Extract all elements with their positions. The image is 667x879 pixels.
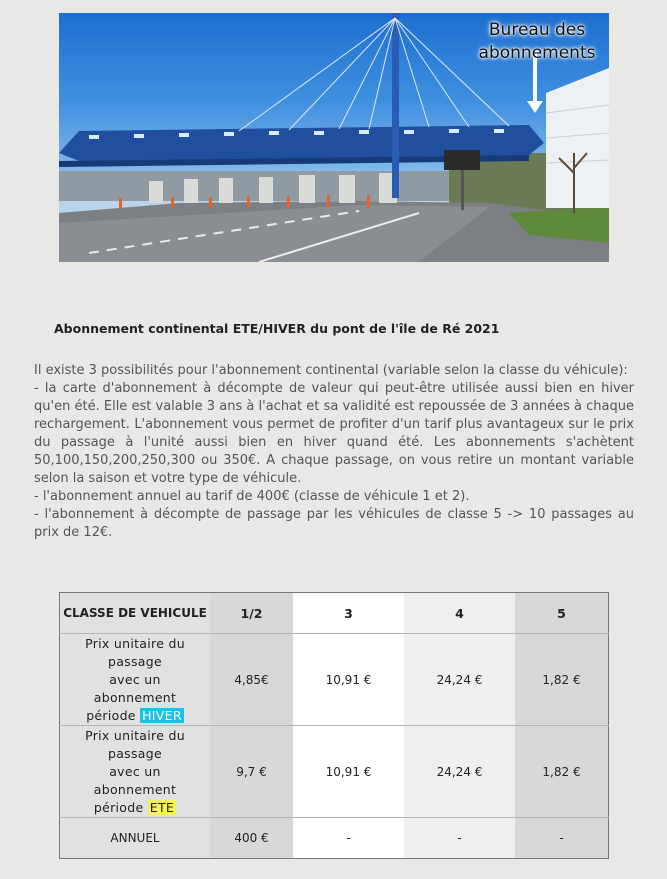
photo-caption-line-1: Bureau des: [488, 20, 586, 40]
row-label-line: [60, 707, 210, 725]
cell-winter-class-5: 1,82 €: [515, 634, 609, 726]
toll-plaza-photo: [59, 13, 609, 262]
cell-winter-class-3: 10,91 €: [293, 634, 404, 726]
cell-winter-class-1-2: 4,85€: [210, 634, 293, 726]
cell-annual-class-5: -: [515, 818, 609, 859]
page-title: Abonnement continental ETE/HIVER du pont de l'île de Ré 2021: [54, 321, 500, 336]
header-vehicle-class: CLASSE DE VEHICULE: [60, 593, 211, 634]
header-class-1-2: 1/2: [210, 593, 293, 634]
period-label: période: [93, 799, 148, 815]
tariff-table: [59, 592, 609, 859]
header-class-5: 5: [515, 593, 609, 634]
table-row-summer: [60, 726, 609, 818]
row-label-winter: [60, 634, 211, 726]
row-label-line: passage: [107, 745, 162, 761]
cell-annual-class-4: -: [404, 818, 515, 859]
period-label: période: [86, 707, 141, 723]
row-label-line: Prix unitaire du: [85, 727, 185, 743]
cell-summer-class-4: 24,24 €: [404, 726, 515, 818]
row-label-line: Prix unitaire du: [85, 635, 185, 651]
paragraph-intro: Il existe 3 possibilités pour l'abonnement continental (variable selon la classe du véhicule):: [34, 363, 628, 378]
header-class-3: 3: [293, 593, 404, 634]
paragraph-class5: - l'abonnement à décompte de passage par les véhicules de classe 5 -> 10 passages au prix de 12€.: [34, 507, 634, 540]
paragraph-annual: - l'abonnement annuel au tarif de 400€ (classe de véhicule 1 et 2).: [34, 489, 470, 504]
row-label-line: avec un: [109, 671, 161, 687]
table-row-annual: [60, 818, 609, 859]
cell-annual-class-3: -: [293, 818, 404, 859]
hiver-badge: HIVER: [142, 707, 182, 723]
row-label-annual: ANNUEL: [60, 818, 211, 859]
photo-caption-line-2: abonnements: [478, 43, 596, 63]
header-class-4: 4: [404, 593, 515, 634]
row-label-line: passage: [107, 653, 162, 669]
photo-caption: [473, 19, 601, 65]
cell-annual-class-1-2: 400 €: [210, 818, 293, 859]
body-text: [34, 362, 634, 542]
row-label-summer: [60, 726, 211, 818]
cell-summer-class-3: 10,91 €: [293, 726, 404, 818]
cell-summer-class-5: 1,82 €: [515, 726, 609, 818]
cell-summer-class-1-2: 9,7 €: [210, 726, 293, 818]
table-header-row: [60, 593, 609, 634]
row-label-line: abonnement: [93, 689, 177, 705]
cell-winter-class-4: 24,24 €: [404, 634, 515, 726]
row-label-line: abonnement: [93, 781, 177, 797]
row-label-line: [60, 799, 210, 817]
row-label-line: avec un: [109, 763, 161, 779]
table-row-winter: [60, 634, 609, 726]
ete-badge: ETE: [149, 799, 175, 815]
paragraph-value-card: - la carte d'abonnement à décompte de valeur qui peut-être utilisée aussi bien en hiver qu'en été. Elle est valable 3 ans à l'achat et sa validité est repoussée de 3 années à chaque rechargement. L'abonnement vous permet de profiter d'un tarif plus avantageux sur le prix du passage à l'unité aussi bien en hiver quand été. Les abonnements s'achètent 50,100,150,200,250,300 ou 350€. A chaque passage, on vous retire un montant variable selon la saison et votre type de véhicule.: [34, 381, 634, 486]
